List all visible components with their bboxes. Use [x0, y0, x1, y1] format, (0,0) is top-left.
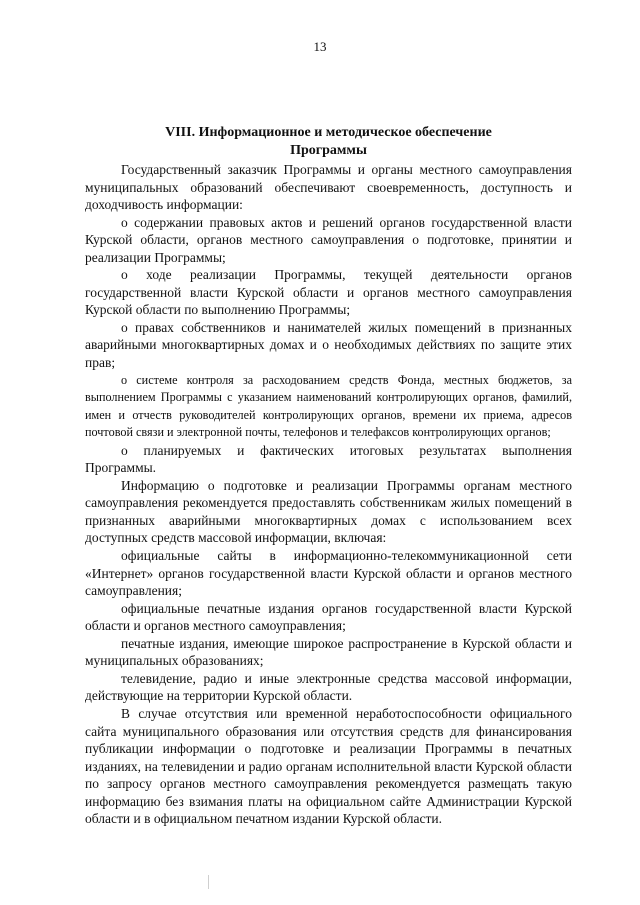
paragraph-results: о планируемых и фактических итоговых результатах выполнения Программы.: [85, 442, 572, 476]
paragraph-electronic-media: телевидение, радио и иные электронные средства массовой информации, действующие на территории Курской области.: [85, 670, 572, 704]
section-heading-line-2: Программы: [290, 143, 367, 158]
paragraph-official-websites: официальные сайты в информационно-телекоммуникационной сети «Интернет» органов государственной власти Курской области и органов местного самоуправления;: [85, 548, 572, 599]
paragraph-website-absence: В случае отсутствия или временной неработоспособности официального сайта муниципального образования или отсутствия средств для финансирования публикации информации о подготовке и реализации Программы в печатных изданиях, на телевидении и радио органам исполнительной власти Курской области по запросу органов местного самоуправления рекомендуется размещать такую информацию без взимания платы на официальном сайте Администрации Курской области и в официальном печатном издании Курской области.: [85, 705, 572, 827]
paragraph-print-media: печатные издания, имеющие широкое распространение в Курской области и муниципальных образованиях;: [85, 635, 572, 669]
paragraph-intro: Государственный заказчик Программы и органы местного самоуправления муниципальных образований обеспечивают своевременность, доступность и доходчивость информации:: [85, 162, 572, 213]
page-number: 13: [313, 39, 327, 54]
paragraph-legal-acts: о содержании правовых актов и решений органов государственной власти Курской области, органов местного самоуправления о подготовке, принятии и реализации Программы;: [85, 214, 572, 265]
section-heading-line-1: VIII. Информационное и методическое обеспечение: [165, 125, 492, 140]
paragraph-owner-rights: о правах собственников и нанимателей жилых помещений в признанных аварийными многоквартирных домах и о необходимых действиях по защите этих прав;: [85, 319, 572, 371]
paragraph-official-print: официальные печатные издания органов государственной власти Курской области и органов местного самоуправления;: [85, 600, 572, 634]
paragraph-implementation-progress: о ходе реализации Программы, текущей деятельности органов государственной власти Курской области и органов местного самоуправления Курской области по выполнению Программы;: [85, 267, 572, 318]
section-body: [85, 161, 572, 828]
section-heading: [85, 124, 572, 160]
scan-artifact: [208, 875, 209, 889]
paragraph-control-system: о системе контроля за расходованием средств Фонда, местных бюджетов, за выполнением Программы с указанием наименований контролирующих органов, фамилий, имен и отчеств руководителей контролирующих органов, времени их приема, адресов почтовой связи и электронной почты, телефонов и телефаксов контролирующих органов;: [85, 372, 572, 440]
paragraph-information-distribution: Информацию о подготовке и реализации Программы органам местного самоуправления рекомендуется предоставлять собственникам жилых помещений в признанных аварийными многоквартирных домах с использованием всех доступных средств массовой информации, включая:: [85, 477, 572, 546]
section-content: [85, 124, 572, 828]
